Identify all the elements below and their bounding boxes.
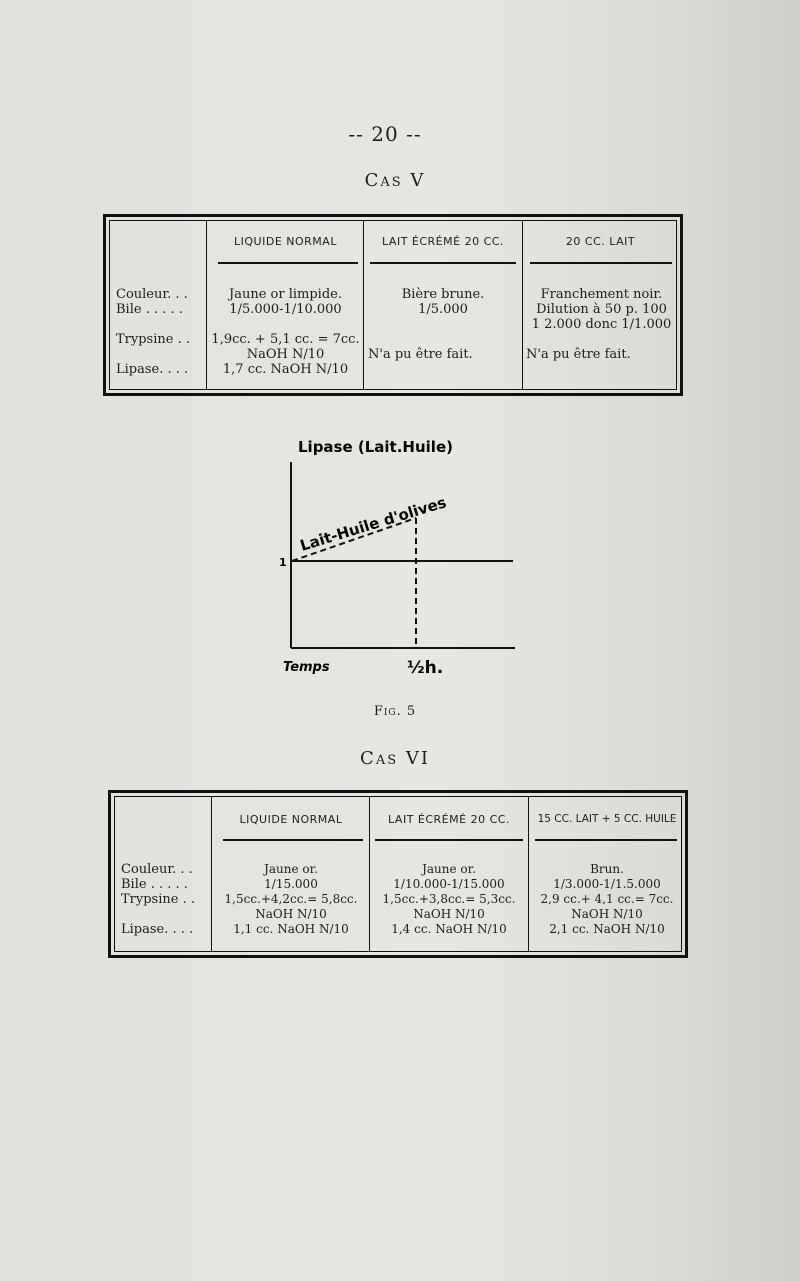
cas-v-title: Cas V	[364, 170, 426, 191]
page-number: -- 20 --	[348, 122, 422, 146]
column-divider	[211, 797, 212, 951]
row-labels: Couleur. . . Bile . . . . . Trypsine . . Lipase. . . .	[116, 287, 190, 377]
figure-caption: Fig. 5	[373, 704, 417, 719]
cas-vi-table	[108, 790, 688, 958]
lait-huile-values: Brun. 1/3.000-1/1.5.000 2,9 cc.+ 4,1 cc.= 7cc. NaOH N/10 2,1 cc. NaOH N/10	[540, 862, 674, 936]
row-labels: Couleur. . . Bile . . . . . Trypsine . . Lipase. . . .	[121, 862, 195, 937]
lait-values: Franchement noir. Dilution à 50 p. 100 1 2.000 donc 1/1.000	[531, 287, 672, 332]
x-axis-label: Temps	[283, 660, 330, 675]
lait-ecreme-values: Jaune or. 1/10.000-1/15.000 1,5cc.+3,8cc.= 5,3cc. NaOH N/10 1,4 cc. NaOH N/10	[382, 862, 516, 936]
column-header: LAIT ÉCRÉMÉ 20 CC.	[382, 235, 504, 248]
column-header: LIQUIDE NORMAL	[234, 235, 337, 248]
header-rule	[375, 839, 523, 841]
column-header: 20 CC. LAIT	[565, 235, 636, 248]
figure-title: Lipase (Lait.Huile)	[298, 438, 453, 456]
liquide-normal-values: Jaune or limpide. 1/5.000-1/10.000 1,9cc. + 5,1 cc. = 7cc. NaOH N/10 1,7 cc. NaOH N/10	[211, 287, 360, 377]
column-header: 15 CC. LAIT + 5 CC. HUILE	[537, 813, 677, 825]
column-header: LIQUIDE NORMAL	[239, 813, 343, 826]
header-rule	[535, 839, 677, 841]
y-tick-label: 1	[279, 556, 287, 569]
liquide-normal-values: Jaune or. 1/15.000 1,5cc.+4,2cc.= 5,8cc. NaOH N/10 1,1 cc. NaOH N/10	[224, 862, 358, 936]
lait-note: N'a pu être fait.	[526, 347, 631, 362]
lait-ecreme-values: Bière brune. 1/5.000	[401, 287, 485, 317]
lait-ecreme-note: N'a pu être fait.	[368, 347, 473, 362]
curve-label: Lait-Huile d'olives	[297, 493, 449, 555]
column-header: LAIT ÉCRÉMÉ 20 CC.	[388, 813, 510, 826]
header-rule	[223, 839, 363, 841]
x-tick-label: ½h.	[407, 658, 444, 678]
cas-vi-title: Cas VI	[360, 748, 430, 769]
